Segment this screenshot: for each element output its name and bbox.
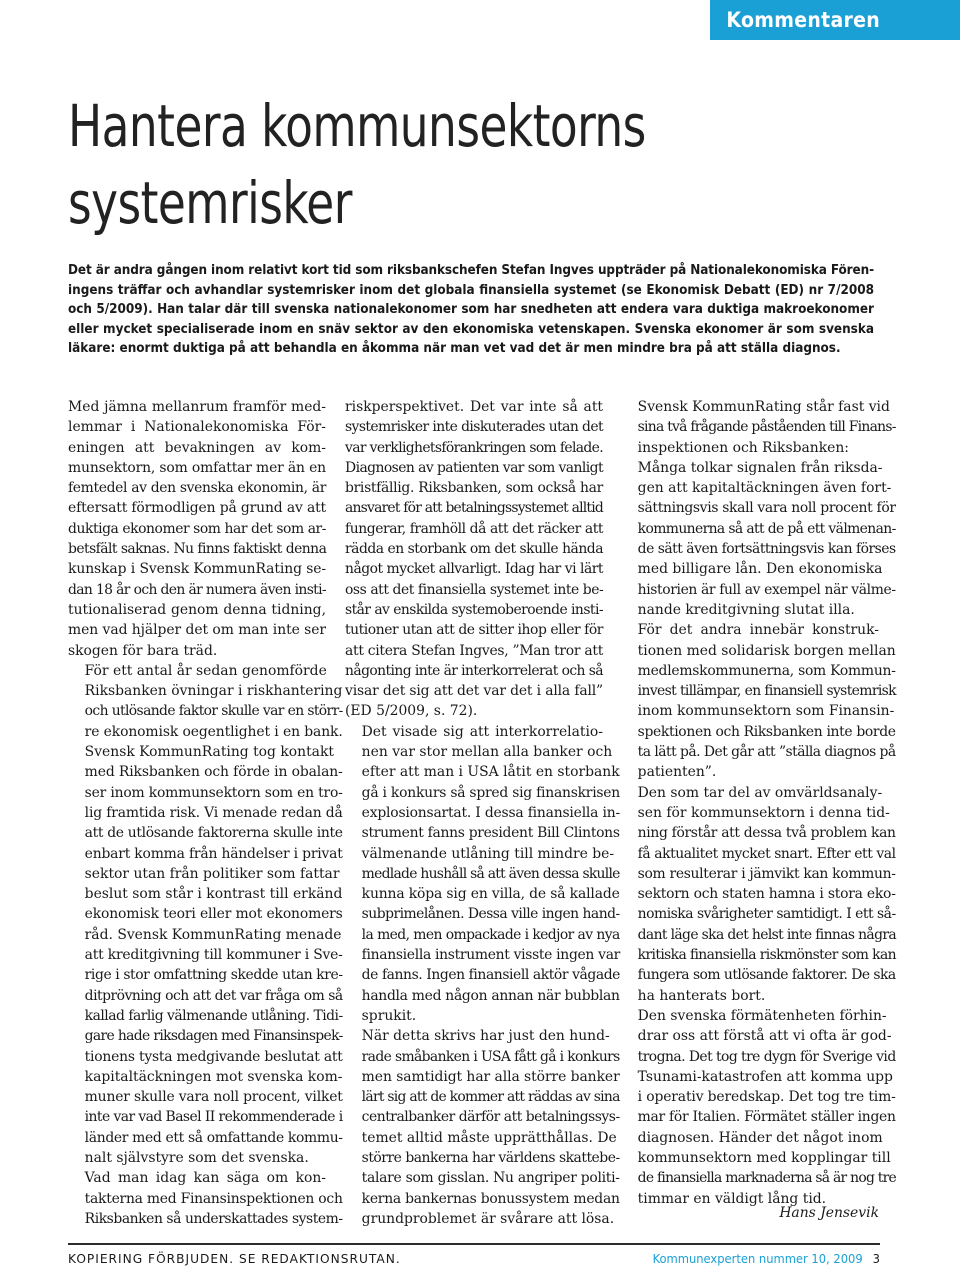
- body-line: men vad hjälper det om man inte ser: [68, 622, 326, 639]
- body-line: Riksbanken övningar i riskhantering: [84, 683, 343, 700]
- body-paragraph: [345, 722, 620, 1026]
- body-line: lemmar i Nationalekonomiska För-: [68, 419, 326, 436]
- body-line: kommunsektorn med kopplingar till: [637, 1149, 891, 1166]
- body-line: ta lätt på. Det går att ”ställa diagnos på: [637, 744, 896, 761]
- body-line: kommunerna så att de på ett välmenan-: [637, 520, 896, 537]
- body-line: kallad farlig välmenande utlåning. Tidi-: [84, 1007, 343, 1024]
- body-line: att de utlösande faktorerna skulle inte: [84, 825, 343, 842]
- body-line: nalt självstyre som det svenska.: [84, 1149, 309, 1166]
- body-line: diagnosen. Händer det något inom: [637, 1129, 883, 1146]
- body-line: enbart komma från händelser i privat: [84, 845, 343, 862]
- body-line: Riksbanken så underskattades system-: [84, 1210, 343, 1227]
- page-footer: [653, 1252, 880, 1267]
- body-line: sättningsvis skall vara noll procent för: [637, 500, 896, 517]
- body-line: gå i konkurs så spred sig finanskrisen: [361, 784, 620, 801]
- body-line: spektionen och Riksbanken inte borde: [637, 723, 896, 740]
- body-line: bristfällig. Riksbanken, som också har: [345, 480, 603, 497]
- body-line: strument fanns president Bill Clintons: [361, 825, 620, 842]
- body-line: riskperspektivet. Det var inte så att: [345, 399, 603, 415]
- body-paragraph: [345, 397, 603, 722]
- body-line: munsektorn, som omfattar mer än en: [68, 459, 326, 476]
- article-title-line: systemrisker: [68, 169, 352, 237]
- body-line: visar det sig att det var det i alla fall”: [345, 683, 603, 700]
- body-line: Många tolkar signalen från riksda-: [637, 459, 883, 476]
- body-line: större bankerna har världens skattebe-: [361, 1149, 620, 1166]
- body-line: rige i stor omfattning skedde utan kre-: [84, 967, 343, 984]
- body-line: något mycket allvarligt. Idag har vi lärt: [345, 561, 603, 578]
- body-line: Tsunami-katastrofen att komma upp: [637, 1068, 893, 1085]
- body-line: När detta skrivs har just den hund-: [361, 1028, 610, 1045]
- body-line: handla med någon annan när bubblan: [361, 987, 620, 1004]
- body-column-2: [345, 397, 620, 1229]
- body-line: kunskap i Svensk KommunRating se-: [68, 561, 326, 578]
- body-line: skogen för bara träd.: [68, 642, 218, 659]
- body-line: duktiga ekonomer som har det som ar-: [68, 520, 326, 537]
- body-line: inom kommunsektorn som Finansin-: [637, 703, 895, 720]
- body-line: Svensk KommunRating tog kontakt: [84, 744, 334, 761]
- body-line: och utlösande faktor skulle var en störr-: [84, 703, 343, 720]
- body-line: få aktualitet mycket snart. Efter ett val: [637, 845, 896, 862]
- body-line: tionens tysta medgivande beslutat att: [84, 1048, 343, 1065]
- body-line: kunna köpa sig en villa, de så kallade: [361, 886, 620, 903]
- body-line: tionen med solidarisk borgen mellan: [637, 642, 896, 659]
- copyright-notice: KOPIERING FÖRBJUDEN. SE REDAKTIONSRUTAN.: [68, 1252, 401, 1266]
- body-line: ditprövning och att det var fråga om så: [84, 987, 343, 1004]
- body-line: var verklighetsförankringen som felade.: [345, 439, 603, 456]
- body-line: nen var stor mellan alla banker och: [361, 744, 613, 761]
- body-line: i operativ beredskap. Det tog tre tim-: [637, 1089, 896, 1106]
- body-line: patienten”.: [637, 764, 717, 781]
- body-line: gare hade riksdagen med Finansinspek-: [84, 1028, 343, 1045]
- body-line: beslut som står i kontrast till erkänd: [84, 886, 343, 903]
- body-line: nomiska svårigheter samtidigt. I ett så-: [637, 906, 896, 923]
- body-line: som resulterar i jämvikt kan kommun-: [637, 865, 896, 882]
- body-line: mar för Italien. Förmätet ställer ingen: [637, 1109, 896, 1126]
- body-line: ekonomisk teori eller mot ekonomers: [84, 906, 343, 923]
- body-line: invest tillämpar, en finansiell systemrisk: [637, 683, 896, 700]
- body-line: För ett antal år sedan genomförde: [84, 662, 327, 679]
- body-line: dan 18 år och den är numera även insti-: [68, 581, 326, 598]
- body-line: grundproblemet är svårare att lösa.: [361, 1210, 615, 1227]
- body-paragraph: [345, 1026, 620, 1229]
- body-paragraph: [621, 783, 896, 1006]
- body-line: rade småbanken i USA fått gå i konkurs: [361, 1048, 620, 1065]
- section-banner: [710, 0, 960, 40]
- body-line: temet alltid måste upprätthållas. De: [361, 1129, 617, 1146]
- body-line: subprimelånen. Dessa ville ingen hand-: [361, 906, 620, 923]
- body-line: kapitaltäckningen mot svenska kom-: [84, 1068, 343, 1085]
- body-line: eftersatt förmodligen på grund av att: [68, 500, 326, 517]
- body-line: tutionaliserad genom denna tidning,: [68, 601, 326, 618]
- body-line: lig framtida risk. Vi menade redan då: [84, 804, 343, 821]
- body-line: drar oss att förstå att vi ofta är god-: [637, 1028, 892, 1045]
- ingress-line: eller mycket specialiserade inom en snäv sektor av den ekonomiska vetenskapen. Svenska ekonomer är som svenska: [68, 321, 874, 337]
- body-paragraph: [621, 397, 896, 458]
- body-paragraph: [68, 397, 326, 661]
- body-column-3: [621, 397, 896, 1209]
- body-line: sektorn och staten hamna i stora eko-: [637, 886, 896, 903]
- body-line: Den som tar del av omvärldsanaly-: [637, 784, 883, 801]
- body-paragraph: [621, 1006, 896, 1209]
- ingress-line: läkare: enormt duktiga på att behandla en åkomma när man vet vad det är men mindre bra på att ställa diagnos.: [68, 341, 841, 357]
- author-signature: Hans Jensevik: [779, 1205, 879, 1221]
- body-line: systemrisker inte diskuterades utan det: [345, 419, 603, 436]
- body-line: ansvaret för att betalningssystemet alltid: [345, 500, 603, 517]
- ingress-line: ingens träffar och avhandlar systemrisker inom det globala finansiella systemet (se Ekonomisk Debatt (ED) nr 7/2008: [68, 282, 874, 298]
- body-line: sen för kommunsektorn i denna tid-: [637, 804, 890, 821]
- body-line: tutioner utan att de sitter ihop eller för: [345, 622, 603, 639]
- body-line: centralbanker därför att betalningssys-: [361, 1109, 620, 1126]
- body-paragraph: [621, 458, 896, 620]
- body-line: kritiska finansiella riskmönster som kan: [637, 947, 896, 964]
- body-line: lärt sig att de kommer att räddas av sina: [361, 1089, 620, 1106]
- body-column-1: [68, 397, 343, 1229]
- body-line: råd. Svensk KommunRating menade: [84, 926, 342, 943]
- article-title: [68, 88, 799, 242]
- body-line: betsfält saknas. Nu finns faktiskt denna: [68, 541, 327, 558]
- body-line: inspektionen och Riksbanken:: [637, 439, 849, 456]
- article-title-line: Hantera kommunsektorns: [68, 92, 646, 160]
- body-line: de sätt även fortsättningsvis kan förses: [637, 541, 896, 558]
- body-line: länder med ett så omfattande kommu-: [84, 1129, 343, 1146]
- body-line: att citera Stefan Ingves, ”Man tror att: [345, 642, 603, 659]
- body-line: fungera som utlösande faktorer. De ska: [637, 967, 896, 984]
- body-line: trogna. Det tog tre dygn för Sverige vid: [637, 1048, 896, 1065]
- body-line: Vad man idag kan säga om kon-: [84, 1170, 326, 1187]
- body-line: rädda en storbank om det skulle hända: [345, 541, 603, 558]
- body-line: inte var vad Basel II rekommenderade i: [84, 1109, 343, 1126]
- ingress-line: och 5/2009). Han talar där till svenska nationalekonomer som har snedheten att endera vara duktiga makroekonomer: [68, 302, 874, 318]
- body-line: sina två frågande påståenden till Finans-: [637, 419, 896, 436]
- body-line: Den svenska förmätenheten förhin-: [637, 1007, 887, 1024]
- body-line: timmar en väldigt lång tid.: [637, 1190, 827, 1207]
- footer-divider: [68, 1243, 880, 1245]
- body-line: ha hanterats bort.: [637, 987, 766, 1004]
- body-paragraph: [68, 1168, 343, 1229]
- body-line: muner skulle vara noll procent, vilket: [84, 1089, 343, 1106]
- article-ingress: [68, 261, 874, 359]
- page-number: 3: [872, 1252, 880, 1267]
- body-line: Diagnosen av patienten var som vanligt: [345, 459, 603, 476]
- body-line: Det visade sig att interkorrelatio-: [361, 723, 603, 740]
- body-line: med billigare lån. Den ekonomiska: [637, 561, 883, 578]
- body-line: la med, men ompackade i kedjor av nya: [361, 926, 620, 943]
- body-line: gen att kapitaltäckningen även fort-: [637, 480, 892, 497]
- body-line: välmenande utlåning till mindre be-: [361, 845, 615, 862]
- body-line: men samtidigt har alla större banker: [361, 1068, 620, 1085]
- body-line: femtedel av den svenska ekonomin, är: [68, 480, 326, 497]
- body-line: medlade hushåll så att även dessa skulle: [361, 865, 620, 882]
- body-line: talare som gisslan. Nu angriper politi-: [361, 1170, 620, 1187]
- body-line: sektor utan från politiker som fattar: [84, 865, 340, 882]
- body-line: fungerar, framhöll då att det räcker att: [345, 520, 603, 537]
- body-line: re ekonomisk oegentlighet i en bank.: [84, 723, 343, 740]
- body-line: takterna med Finansinspektionen och: [84, 1190, 343, 1207]
- body-line: oss att det finansiella systemet inte be-: [345, 581, 604, 598]
- body-line: finansiella instrument visste ingen var: [361, 947, 620, 964]
- publication-name: Kommunexperten nummer 10, 2009: [652, 1252, 863, 1267]
- body-paragraph: [68, 661, 343, 1168]
- body-line: Med jämna mellanrum framför med-: [68, 399, 326, 415]
- body-line: står av enskilda systemoberoende insti-: [345, 601, 603, 618]
- body-line: (ED 5/2009, s. 72).: [345, 703, 478, 720]
- body-line: de finansiella marknaderna så är nog tre: [637, 1170, 896, 1187]
- body-line: sprukit.: [361, 1007, 417, 1024]
- body-line: ser inom kommunsektorn som en tro-: [84, 784, 343, 801]
- body-line: att kreditgivning till kommuner i Sve-: [84, 947, 343, 964]
- body-line: För det andra innebär konstruk-: [637, 622, 879, 639]
- body-line: dant läge ska det helst inte finnas några: [637, 926, 896, 943]
- section-label: Kommentaren: [726, 8, 880, 32]
- body-line: efter att man i USA låtit en storbank: [361, 764, 620, 781]
- body-line: ning förstår att dessa två problem kan: [637, 825, 896, 842]
- body-paragraph: [621, 620, 896, 782]
- body-line: explosionsartat. I dessa finansiella in-: [361, 804, 620, 821]
- body-line: Svensk KommunRating står fast vid: [637, 399, 890, 415]
- ingress-line: Det är andra gången inom relativt kort tid som riksbankschefen Stefan Ingves uppträder på Nationalekonomiska Fören-: [68, 263, 874, 278]
- body-line: medlemskommunerna, som Kommun-: [637, 662, 896, 679]
- body-line: med Riksbanken och förde in obalan-: [84, 764, 343, 781]
- body-line: eningen att bevakningen av kom-: [68, 439, 326, 456]
- body-line: kerna bankernas bonussystem medan: [361, 1190, 620, 1207]
- body-line: de fanns. Ingen finansiell aktör vågade: [361, 967, 620, 984]
- body-line: historien är full av exempel när välme-: [637, 581, 896, 598]
- body-line: någonting inte är interkorrelerat och så: [345, 662, 603, 679]
- body-line: nande kreditgivning slutat illa.: [637, 601, 855, 618]
